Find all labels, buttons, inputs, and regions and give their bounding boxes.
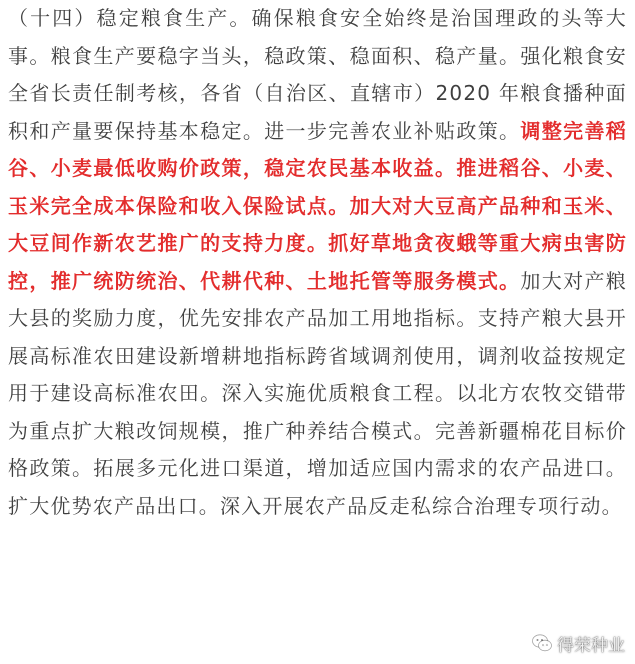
wechat-icon [531,632,553,654]
text-segment-highlight: 调整完善稻谷、小麦最低收购价政策，稳定农民基本收益。推进稻谷、小麦、玉米完全成本保险和收入保险试点。加大对大豆高产品种和玉米、大豆间作新农艺推广的支持力度。抓好草地贪夜蛾等重大病虫害防控，推广统防统治、代耕代种、土地托管等服务模式。 [8,118,627,293]
paragraph-grain-production [8,0,627,525]
watermark-text: 得荣种业 [557,635,625,656]
text-segment-rest: 加大对产粮大县的奖励力度，优先安排农产品加工用地指标。支持产粮大县开展高标准农田建设新增耕地指标跨省域调剂使用，调剂收益按规定用于建设高标准农田。深入实施优质粮食工程。以北方农牧交错带为重点扩大粮改饲规模，推广种养结合模式。完善新疆棉花目标价格政策。拓展多元化进口渠道，增加适应国内需求的农产品进口。扩大优势农产品出口。深入开展农产品反走私综合治理专项行动。 [8,268,627,518]
article-body [8,0,627,525]
source-watermark [531,628,625,658]
text-segment-intro: （十四）稳定粮食生产。确保粮食安全始终是治国理政的头等大事。粮食生产要稳字当头，稳政策、稳面积、稳产量。强化粮食安全省长责任制考核，各省（自治区、直辖市）2020 年粮食播种面积和产量要保持基本稳定。进一步完善农业补贴政策。 [8,6,627,143]
